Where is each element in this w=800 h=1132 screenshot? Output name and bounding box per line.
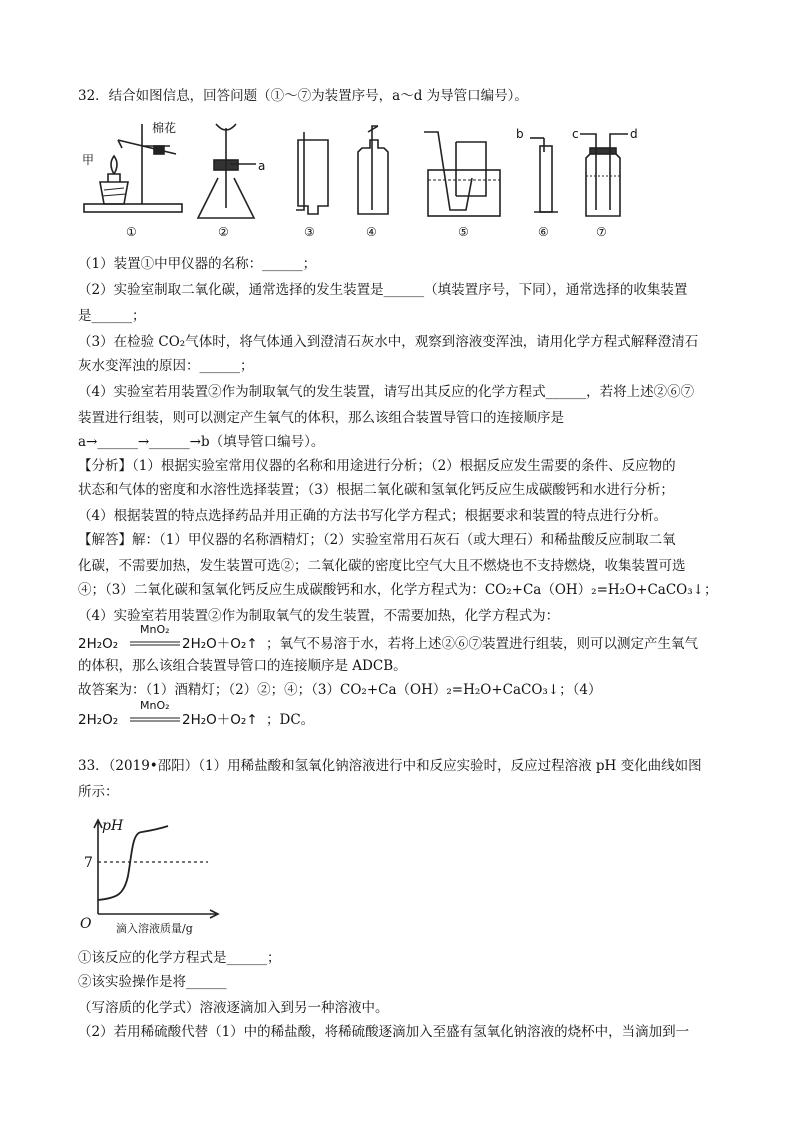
q32-part2-line1: （2）实验室制取二氧化碳，通常选择的发生装置是______（填装置序号，下同），通常选择的收集装置: [78, 282, 688, 298]
q33-q3: （写溶质的化学式）溶液逐滴加入到另一种溶液中。: [78, 1000, 389, 1016]
ph-curve: [98, 826, 168, 900]
q32-part2-line2: 是______；: [78, 308, 146, 324]
solution-line1: 【解答】解：（1）甲仪器的名称酒精灯；（2）实验室常用石灰石（或大理石）和稀盐酸反应制取二氧: [78, 532, 676, 548]
ph-curve-graph: [78, 814, 238, 938]
device-5-illustration: [424, 132, 500, 216]
analysis-line3: （4）根据装置的特点选择药品并用正确的方法书写化学方程式；根据要求和装置的特点进行分析。: [78, 508, 668, 524]
solution-line4: （4）实验室若用装置②作为制取氧气的发生装置，不需要加热，化学方程式为：: [78, 608, 560, 624]
q32-part4-line2: 装置进行组装，则可以测定产生氧气的体积，那么该组合装置导管口的连接顺序是: [78, 410, 564, 426]
q32-part3-line1: （3）在检验 CO₂气体时，将气体通入到澄清石灰水中，观察到溶液变浑浊，请用化学方程式解释澄清石: [78, 334, 699, 350]
solution-line5: ；氧气不易溶于水，若将上述②⑥⑦装置进行组装，则可以测定产生氧气: [266, 636, 698, 652]
device-3-illustration: [296, 132, 328, 214]
label-device-3: ③: [304, 225, 315, 239]
label-d: d: [630, 127, 638, 141]
eq2-left: 2H₂O₂: [78, 712, 119, 728]
eq-left: 2H₂O₂: [78, 636, 119, 652]
q33-q1: ①该反应的化学方程式是______；: [78, 950, 281, 966]
analysis-line2: 状态和气体的密度和水溶性选择装置；（3）根据二氧化碳和氢氧化钙反应生成碳酸钙和水进行分析；: [78, 482, 674, 498]
equation-row-1: [78, 623, 728, 652]
graph-seven: 7: [84, 855, 93, 871]
eq-catalyst: MnO₂: [140, 623, 170, 636]
eq2-right: 2H₂O＋O₂↑: [182, 712, 258, 728]
q32-part4-line1: （4）实验室若用装置②作为制取氧气的发生装置，请写出其反应的化学方程式______，若将上述②⑥⑦: [78, 384, 695, 400]
graph-xlabel: 滴入溶液质量/g: [116, 922, 193, 935]
label-device-5: ⑤: [458, 225, 469, 239]
label-c: c: [572, 127, 579, 141]
apparatus-figure: [78, 118, 718, 243]
eq-arrow-line: [130, 640, 180, 648]
label-b: b: [516, 127, 524, 141]
label-device-6: ⑥: [538, 225, 549, 239]
label-mianhua: 棉花: [152, 121, 177, 135]
label-device-2: ②: [218, 225, 229, 239]
label-device-1: ①: [126, 225, 137, 239]
graph-ylabel: pH: [102, 818, 124, 834]
device-4-illustration: [358, 126, 388, 214]
eq-right: 2H₂O＋O₂↑: [182, 636, 258, 652]
label-a: a: [258, 159, 266, 173]
q32-part1: （1）装置①中甲仪器的名称：______；: [78, 256, 317, 272]
device-1-illustration: [84, 124, 182, 212]
device-6-illustration: [530, 138, 558, 212]
q32-part4-line3: a→______→______→b（填导管口编号）。: [78, 434, 325, 450]
eq2-catalyst: MnO₂: [140, 699, 170, 712]
answer-line2: ；DC。: [266, 712, 315, 728]
label-device-4: ④: [366, 225, 377, 239]
solution-line6: 的体积，那么该组合装置导管口的连接顺序是 ADCB。: [78, 658, 407, 674]
label-jia: 甲: [82, 153, 95, 167]
solution-line3: ④；（3）二氧化碳和氢氧化钙反应生成碳酸钙和水，化学方程式为：CO₂+Ca（OH）₂=H₂O+CaCO₃↓；: [78, 582, 718, 598]
equation-row-2: [78, 699, 728, 728]
answer-line1: 故答案为：（1）酒精灯；（2）②；④；（3）CO₂+Ca（OH）₂=H₂O+CaCO₃↓；（4）: [78, 682, 602, 698]
graph-origin: O: [80, 916, 92, 932]
device-2-illustration: [198, 124, 256, 218]
q32-header: 32．结合如图信息，回答问题（①～⑦为装置序号，a～d 为导管口编号）。: [78, 88, 528, 104]
q33-q2: ②该实验操作是将______: [78, 974, 227, 990]
q33-q4: （2）若用稀硫酸代替（1）中的稀盐酸，将稀硫酸逐滴加入至盛有氢氧化钠溶液的烧杯中，当滴加到一: [78, 1024, 690, 1040]
label-device-7: ⑦: [596, 225, 607, 239]
solution-line2: 化碳，不需要加热，发生装置可选②；二氧化碳的密度比空气大且不燃烧也不支持燃烧，收集装置可选: [78, 558, 686, 574]
q32-part3-line2: 灰水变浑浊的原因：______；: [78, 358, 254, 374]
analysis-line1: 【分析】（1）根据实验室常用仪器的名称和用途进行分析；（2）根据反应发生需要的条件、反应物的: [78, 458, 676, 474]
device-7-illustration: [580, 134, 628, 216]
q33-header-line2: 所示：: [78, 784, 119, 800]
q33-header-line1: 33．（2019•邵阳）（1）用稀盐酸和氢氧化钠溶液进行中和反应实验时，反应过程溶液 pH 变化曲线如图: [78, 758, 702, 774]
eq2-arrow-line: [130, 716, 180, 724]
